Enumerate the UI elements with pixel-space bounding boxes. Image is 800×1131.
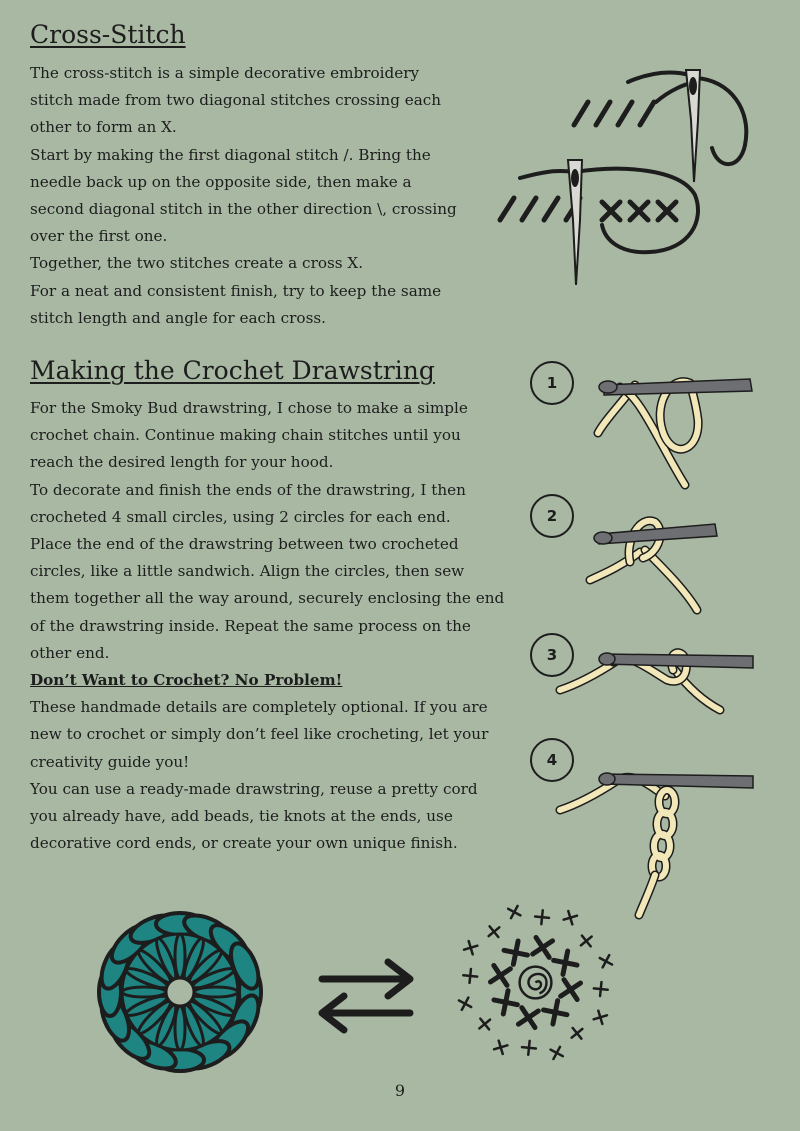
paragraph: Place the end of the drawstring between two crocheted circles, like a little sandwich. Align the circles, then sew them together all the way around, securely enclosing the end of the drawstring inside. Repeat the same process on the other end. (30, 535, 505, 662)
cross-stitch-text (30, 60, 460, 332)
paragraph: The cross-stitch is a simple decorative embroidery stitch made from two diagonal stitches crossing each other to form an X. (30, 64, 442, 137)
diagonal-stitch (618, 102, 632, 125)
stitch-symbol (505, 903, 524, 922)
step-number-4: 4 (530, 738, 574, 782)
crochet-hook-icon (603, 774, 753, 788)
needle-icon (686, 70, 700, 182)
stitch-symbol (492, 988, 520, 1016)
step-number-1: 1 (530, 361, 574, 405)
paragraph: To decorate and finish the ends of the drawstring, I then crocheted 4 small circles, using 2 circles for each end. (30, 480, 466, 526)
stitch-symbol (521, 1040, 536, 1055)
stitch-symbol (567, 1023, 587, 1043)
crochet-circle-illustration (85, 900, 275, 1085)
needle-thread-illustration (490, 60, 760, 290)
crochet-step-4-illustration (555, 760, 760, 920)
step-number-2: 2 (530, 494, 574, 538)
subheading: Don’t Want to Crochet? No Problem! (30, 671, 343, 690)
cross-stitch-heading: Cross-Stitch (30, 20, 186, 49)
needle-icon (568, 160, 582, 285)
paragraph: For a neat and consistent finish, try to keep the same stitch length and angle for each cross. (30, 281, 442, 327)
paragraph: Start by making the first diagonal stitch /. Bring the needle back up on the opposite side, then make a second diagonal stitch in the other direction \, crossing over the first one. (30, 145, 457, 246)
stitch-symbol (502, 939, 530, 967)
stitch-chart-illustration (448, 900, 623, 1065)
stitch-symbol (547, 1044, 566, 1063)
page-number: 9 (394, 1081, 406, 1100)
diagonal-stitch (596, 102, 610, 125)
swap-arrows-icon (316, 957, 416, 1035)
stitch-symbol (484, 922, 504, 942)
stitch-symbol (475, 1014, 495, 1034)
drawstring-text (30, 395, 505, 857)
paragraph: You can use a ready-made drawstring, reuse a pretty cord you already have, add beads, tie knots at the ends, use decorative cord ends, or create your own unique finish. (30, 779, 478, 853)
stitch-symbol (456, 994, 475, 1013)
crochet-step-1-illustration (590, 365, 760, 495)
stitch-symbol (562, 909, 579, 926)
diagonal-stitch (574, 102, 588, 125)
paragraph: For the Smoky Bud drawstring, I chose to make a simple crochet chain. Continue making chain stitches until you reach the desired length for your hood. (30, 399, 468, 472)
stitch-symbol (541, 998, 569, 1026)
stitch-symbol (592, 1009, 609, 1026)
crochet-hook-icon (604, 379, 752, 395)
stitch-symbol (593, 981, 608, 996)
step-number-3: 3 (530, 633, 574, 677)
crochet-hook-icon (603, 654, 753, 668)
stitch-symbol (492, 1039, 509, 1056)
paragraph: These handmade details are completely optional. If you are new to crochet or simply don’t feel like crocheting, let your creativity guide you! (30, 698, 489, 771)
stitch-symbol (534, 910, 549, 925)
drawstring-heading: Making the Crochet Drawstring (30, 356, 435, 385)
stitch-symbol (462, 939, 479, 956)
stitch-symbol (576, 931, 596, 951)
paragraph: Together, the two stitches create a cross X. (30, 254, 364, 273)
stitch-symbol (551, 949, 579, 977)
diagonal-stitch (640, 102, 654, 125)
crochet-step-3-illustration (555, 640, 760, 720)
stitch-symbol (597, 952, 616, 971)
stitch-symbol (463, 968, 478, 983)
crochet-step-2-illustration (585, 510, 760, 620)
